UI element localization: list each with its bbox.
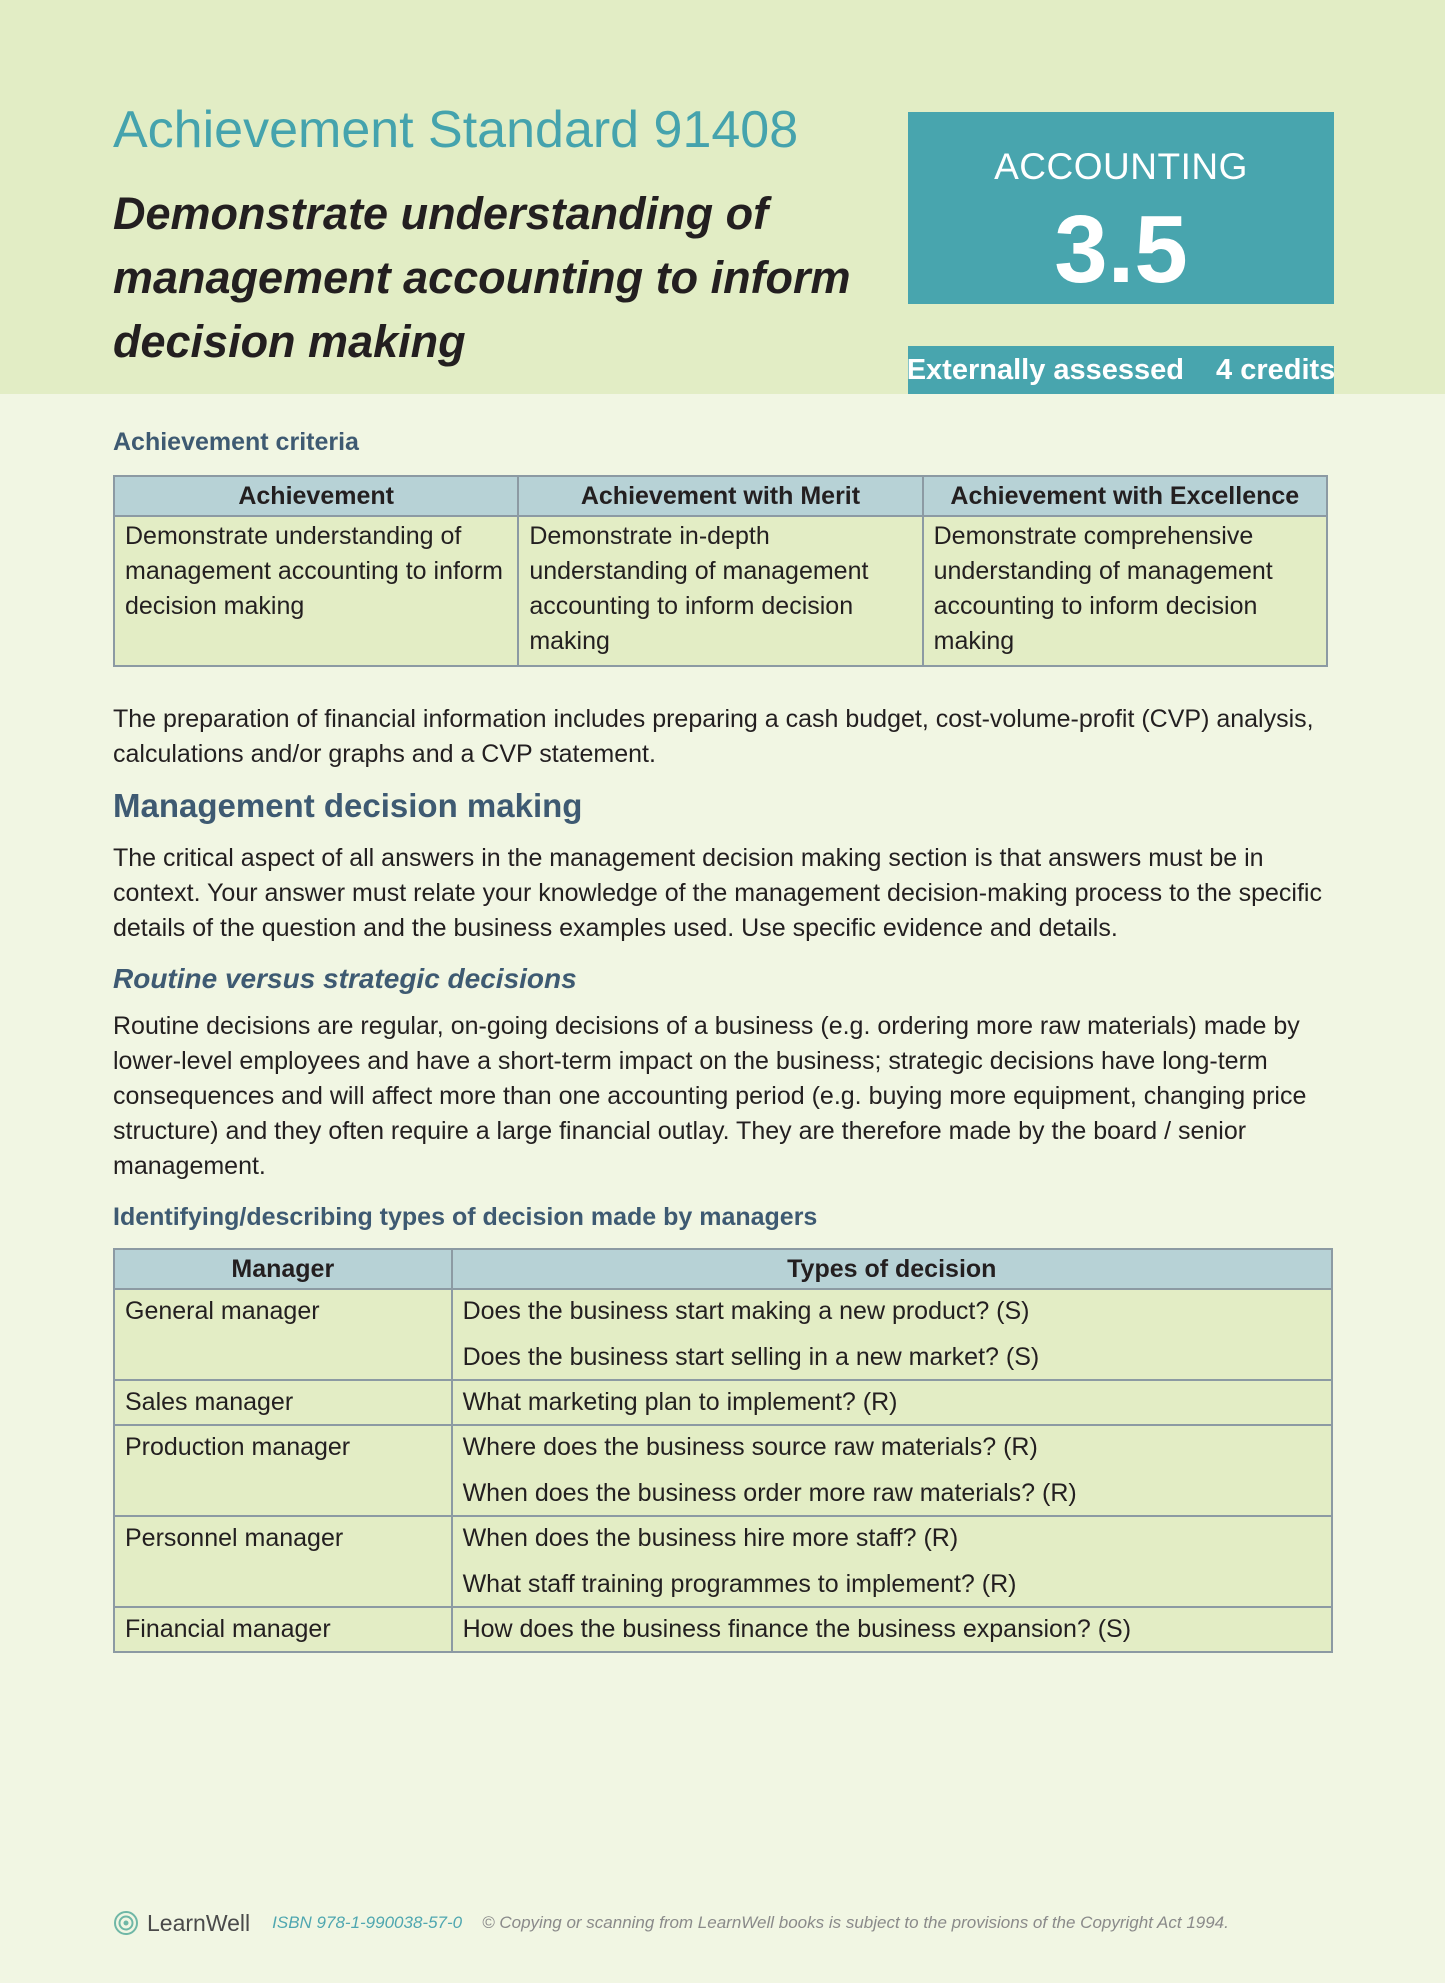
- footer: [113, 1906, 1229, 1940]
- table-row: [114, 1289, 1332, 1380]
- decision-item: When does the business hire more staff? (R): [462, 1524, 959, 1552]
- management-decision-paragraph: The critical aspect of all answers in the management decision making section is that answers must be in context. Your answer must relate your knowledge of the management decision-making process to the specific details of the question and the business examples used. Use specific evidence and details.: [113, 844, 1322, 942]
- criteria-header-row: [114, 476, 1327, 516]
- decision-item: What marketing plan to implement? (R): [462, 1388, 898, 1416]
- decision-cell: [452, 1425, 1332, 1516]
- standard-subtitle: Demonstrate understanding of management accounting to inform decision making: [113, 188, 851, 367]
- decision-item: How does the business finance the business expansion? (S): [462, 1615, 1132, 1643]
- decision-item: When does the business order more raw materials? (R): [462, 1479, 1077, 1507]
- decision-cell: [452, 1289, 1332, 1380]
- decision-item: What staff training programmes to implement? (R): [462, 1570, 1017, 1598]
- decision-types-heading: Identifying/describing types of decision made by managers: [113, 1203, 818, 1231]
- manager-cell: Personnel manager: [114, 1516, 452, 1607]
- criteria-cell-excellence: Demonstrate comprehensive understanding of management accounting to inform decision making: [923, 516, 1327, 666]
- decision-col-manager: Manager: [114, 1249, 452, 1289]
- subject-level: 3.5: [1054, 196, 1188, 303]
- table-row: [114, 1380, 1332, 1425]
- criteria-col-merit: Achievement with Merit: [518, 476, 922, 516]
- decision-cell: [452, 1607, 1332, 1652]
- credits: 4 credits: [1216, 353, 1336, 386]
- table-row: [114, 1425, 1332, 1516]
- manager-cell: Financial manager: [114, 1607, 452, 1652]
- manager-cell: Sales manager: [114, 1380, 452, 1425]
- decision-types-table: [113, 1248, 1333, 1653]
- manager-cell: Production manager: [114, 1425, 452, 1516]
- routine-strategic-heading: Routine versus strategic decisions: [113, 963, 577, 994]
- criteria-cell-merit: Demonstrate in-depth understanding of management accounting to inform decision making: [518, 516, 922, 666]
- standard-title: Achievement Standard 91408: [113, 101, 799, 159]
- decision-item: Where does the business source raw materials? (R): [462, 1433, 1038, 1461]
- table-row: [114, 1607, 1332, 1652]
- intro-paragraph: The preparation of financial information includes preparing a cash budget, cost-volume-profit (CVP) analysis, calculations and/or graphs and a CVP statement.: [113, 705, 1314, 768]
- decision-cell: [452, 1516, 1332, 1607]
- criteria-col-achievement: Achievement: [114, 476, 518, 516]
- manager-cell: General manager: [114, 1289, 452, 1380]
- table-row: [114, 1516, 1332, 1607]
- footer-isbn: ISBN 978-1-990038-57-0: [272, 1913, 463, 1932]
- routine-strategic-paragraph: Routine decisions are regular, on-going decisions of a business (e.g. ordering more raw materials) made by lower-level employees and have a short-term impact on the business; strategic decisions have long-term consequences and will affect more than one accounting period (e.g. buying more equipment, changing price structure) and they often require a large financial outlay. They are therefore made by the board / senior management.: [113, 1012, 1307, 1180]
- learnwell-logo-icon: [113, 1910, 139, 1936]
- subject-name: ACCOUNTING: [994, 146, 1248, 187]
- decision-item: Does the business start selling in a new market? (S): [462, 1343, 1040, 1371]
- decision-col-types: Types of decision: [452, 1249, 1332, 1289]
- criteria-heading: Achievement criteria: [113, 428, 359, 456]
- decision-header-row: [114, 1249, 1332, 1289]
- assessment-strip: [908, 346, 1334, 394]
- criteria-row: [114, 516, 1327, 666]
- subject-box: [908, 112, 1334, 304]
- criteria-table: [113, 475, 1328, 667]
- management-decision-heading: Management decision making: [113, 787, 583, 824]
- criteria-cell-achievement: Demonstrate understanding of management accounting to inform decision making: [114, 516, 518, 666]
- decision-cell: [452, 1380, 1332, 1425]
- assessment-type: Externally assessed: [906, 353, 1185, 386]
- footer-copyright: © Copying or scanning from LearnWell books is subject to the provisions of the Copyright Act 1994.: [482, 1913, 1229, 1932]
- footer-brand: LearnWell: [147, 1909, 251, 1936]
- decision-item: Does the business start making a new product? (S): [462, 1297, 1030, 1325]
- criteria-col-excellence: Achievement with Excellence: [923, 476, 1327, 516]
